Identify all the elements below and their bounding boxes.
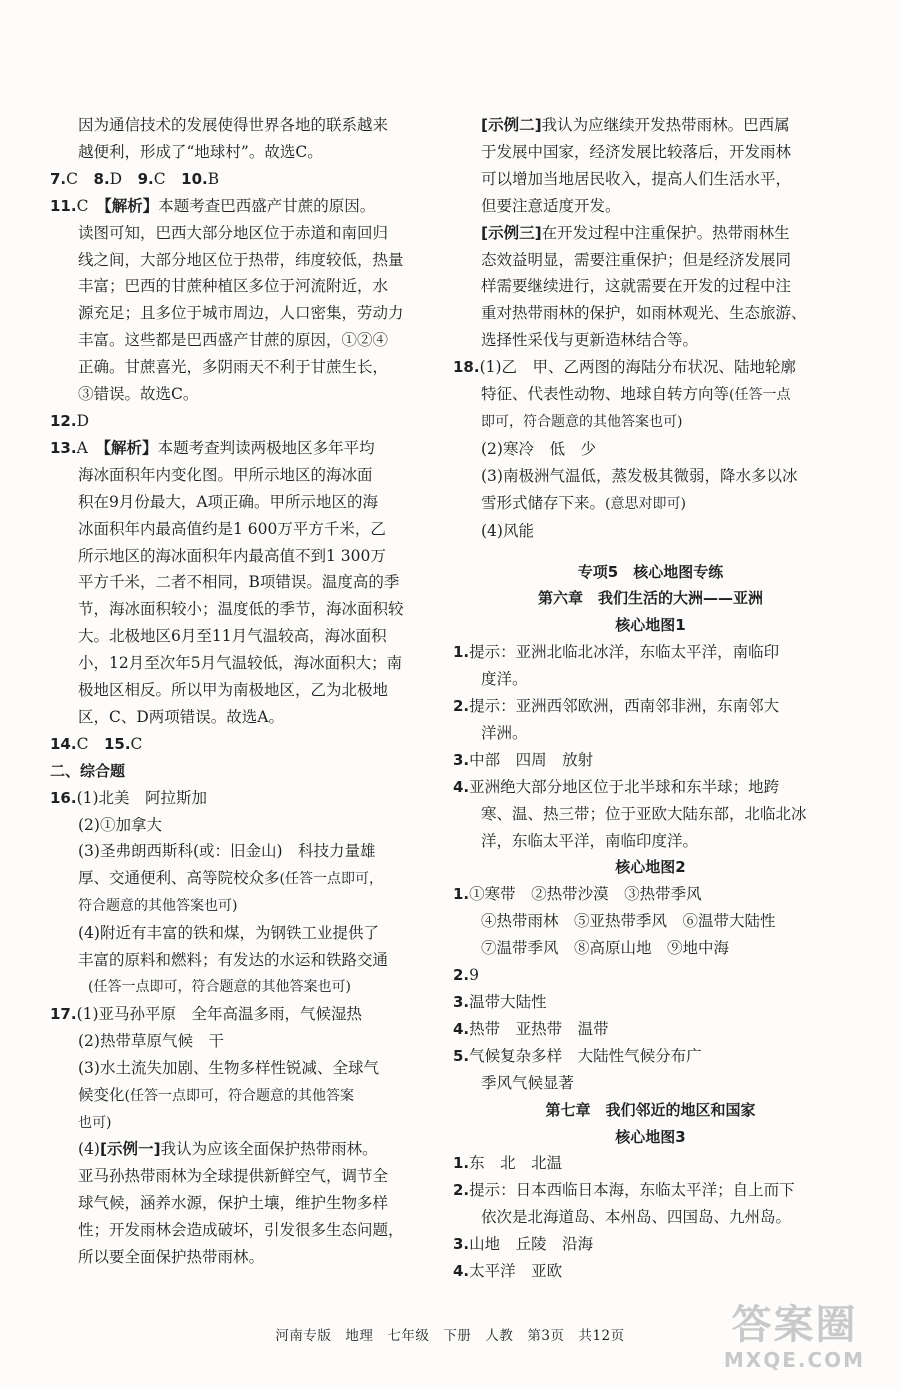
question-number: 1. [453,1154,470,1173]
text-line [50,1190,445,1217]
question-number: 2. [453,1181,470,1200]
text-line [453,1204,848,1231]
question-number: 15. [103,734,131,753]
text-line [50,462,445,489]
text: 平方千米，二者不相同，B项错误。温度高的季 [78,573,400,592]
text-line [453,193,848,220]
note: (任答一点即可，符合题意的其他答案 [124,1087,354,1104]
text-line [453,273,848,300]
answer-line [453,747,848,774]
answer-line [453,639,848,666]
text-line [453,490,848,518]
question-number: 18. [453,358,480,377]
right-column [453,112,848,1285]
text: 极地区相反。所以甲为南极地区，乙为北极地 [78,681,389,700]
note: (任答一点即可， [279,871,383,888]
text: 山地 丘陵 沿海 [469,1235,594,1254]
answer: A [76,438,88,457]
question-number: 5. [453,1046,470,1065]
text: (4)附近有丰富的铁和煤，为钢铁工业提供了 [78,924,379,943]
text: 重对热带雨林的保护，如雨林观光、生态旅游、 [481,304,807,323]
text-line [50,1082,445,1110]
text-line [453,112,848,139]
left-column [50,112,445,1271]
text: 9 [469,966,480,985]
text-line [50,947,445,974]
answer-line [453,693,848,720]
answer: C [66,169,79,188]
text-line [453,908,848,935]
text-line [50,327,445,354]
text-line [50,516,445,543]
question-number: 4. [453,1019,470,1038]
text: ⑦温带季风 ⑧高原山地 ⑨地中海 [481,939,730,958]
text: 亚马孙热带雨林为全球提供新鲜空气，调节全 [78,1167,389,1186]
text: 依次是北海道岛、本州岛、四国岛、九州岛。 [481,1208,792,1227]
answer-line [453,1150,848,1177]
answer-line [453,774,848,801]
text: 候变化 [78,1085,125,1104]
example-label: [示例三] [481,223,542,242]
text-line [453,166,848,193]
question-number: 2. [453,697,470,716]
spacer [453,545,848,559]
text-line [50,650,445,677]
answer-line [453,989,848,1016]
text: (2)①加拿大 [78,815,162,834]
answer-line-13 [50,435,445,462]
text-line [50,381,445,408]
subsection-heading [453,612,848,639]
text: 洋洲。 [481,723,528,742]
text: 第七章 我们邻近的地区和国家 [545,1100,756,1119]
text-line [50,139,445,166]
text: 选择性采伐与更新造林结合等。 [481,331,699,350]
question-number: 1. [453,643,470,662]
text-line [50,543,445,570]
answer-line-12 [50,408,445,435]
text: 海冰面积年内变化图。甲所示地区的海冰面 [78,465,373,484]
text: (2)寒冷 低 少 [481,439,596,458]
question-number: 16. [50,788,77,807]
text-line [453,463,848,490]
answer: B [207,169,220,188]
answer-line [453,1231,848,1258]
answer-line-18 [453,354,848,381]
text-line [50,623,445,650]
text: 丰富的原料和燃料；有发达的水运和铁路交通 [78,951,389,970]
subsection-heading [453,854,848,881]
text-line [453,436,848,463]
text: 冰面积年内最高值约是1 600万平方千米，乙 [78,519,386,538]
text: 亚洲绝大部分地区位于北半球和东半球；地跨 [469,777,780,796]
text: (2)热带草原气候 干 [78,1031,224,1050]
answer-line-17 [50,1001,445,1028]
answer-line-14-15 [50,731,445,758]
subsection-heading [453,1124,848,1151]
text: 核心地图3 [615,1127,686,1146]
question-number: 2. [453,966,470,985]
watermark-url: MXQE.COM [723,1348,866,1372]
answer: C [153,169,166,188]
answer: D [76,411,90,430]
question-number: 10. [181,169,208,188]
text-line [50,677,445,704]
answer-line-7-10 [50,166,445,193]
text: 可以增加当地居民收入，提高人们生活水平， [481,169,792,188]
text-line [50,1110,445,1137]
text: (4)风能 [481,521,534,540]
text: (1)亚马孙平原 全年高温多雨，气候湿热 [76,1004,363,1023]
answer-line [453,1258,848,1285]
answer-line-16 [50,785,445,812]
answer: C [76,734,89,753]
question-number: 13. [50,438,77,457]
text: (1)乙 甲、乙两图的海陆分布状况、陆地轮廓 [479,358,797,377]
text: 我认为应该全面保护热带雨林。 [160,1140,378,1159]
text: 丰富。这些都是巴西盛产甘蔗的原因，①②④ [78,331,389,350]
text: 第六章 我们生活的大洲——亚洲 [537,589,763,608]
text: 提示：亚洲西邻欧洲，西南邻非洲，东南邻大 [469,697,780,716]
text: 源充足；且多位于城市周边，人口密集，劳动力 [78,304,404,323]
question-number: 7. [50,169,67,188]
text: 气候复杂多样 大陆性气候分布广 [469,1046,702,1065]
section-heading [453,559,848,586]
text: 寒、温、热三带；位于亚欧大陆东部，北临北冰 [481,804,807,823]
question-number: 3. [453,1235,470,1254]
question-number: 3. [453,750,470,769]
note: (任答一点 [729,387,791,404]
answer-line [453,1043,848,1070]
text-line [453,300,848,327]
text-line [50,354,445,381]
text-line [453,801,848,828]
chapter-heading [453,585,848,612]
text: 度洋。 [481,670,528,689]
example-label: [示例二] [481,116,542,134]
text: (1)北美 阿拉斯加 [76,788,208,807]
text: 节，海冰面积较小；温度低的季节，海冰面积较 [78,600,404,619]
text-line [453,247,848,274]
text: 提示：亚洲北临北冰洋，东临太平洋，南临印 [469,643,780,662]
answer-line [453,962,848,989]
question-number: 11. [50,196,77,215]
note: (意思对即可) [605,495,686,512]
text: 线之间，大部分地区位于热带，纬度较低，热量 [78,250,404,269]
text: 在开发过程中注重保护。热带雨林生 [541,223,790,242]
text-line [50,920,445,947]
text-line [50,112,445,139]
text: 丰富；巴西的甘蔗种植区多位于河流附近，水 [78,277,389,296]
text: 温带大陆性 [469,993,547,1011]
text: 太平洋 亚欧 [469,1262,563,1281]
text: 正确。甘蔗喜光，多阴雨天不利于甘蔗生长， [78,358,389,377]
text-line [453,381,848,409]
text: 东 北 北温 [469,1154,563,1173]
text-line [50,1028,445,1055]
question-number: 12. [50,411,77,430]
answer-line [453,881,848,908]
text: 专项5 核心地图专练 [577,562,724,581]
note: 符合题意的其他答案也可) [78,898,238,915]
text: 特征、代表性动物、地球自转方向等 [481,385,730,404]
analysis-label: 【解析】 [103,196,159,215]
text: 球气候，涵养水源，保护土壤，维护生物多样 [78,1194,389,1213]
text: 因为通信技术的发展使得世界各地的联系越来 [78,116,389,134]
text: 核心地图2 [615,858,686,877]
text: (3)圣弗朗西斯科(或：旧金山) 科技力量雄 [78,842,376,861]
text-line [453,220,848,247]
text-line [50,893,445,920]
text: ③错误。故选C。 [78,385,199,404]
text: 读图可知，巴西大部分地区位于赤道和南回归 [78,223,389,242]
text-line [50,1163,445,1190]
analysis-label: 【解析】 [103,438,158,457]
text: ④热带雨林 ⑤亚热带季风 ⑥温带大陆性 [481,912,776,931]
note: (任答一点即可，符合题意的其他答案也可) [88,979,351,995]
text-line [50,865,445,893]
text: 态效益明显，需要注重保护；但是经济发展同 [481,250,792,269]
text: 大。北极地区6月至11月气温较高，海冰面积 [78,627,387,646]
text-line [50,838,445,865]
question-number: 9. [137,169,154,188]
text: (3)南极洲气温低，蒸发极其微弱，降水多以冰 [481,466,798,485]
question-number: 17. [50,1004,77,1023]
text: (3)水土流失加剧、生物多样性锐减、全球气 [78,1058,379,1077]
text-line [50,247,445,274]
text-line [50,1136,445,1163]
text: 样需要继续进行，这就需要在开发的过程中注 [481,277,792,296]
text: 本题考查巴西盛产甘蔗的原因。 [158,196,376,215]
text-line [453,409,848,436]
text: ①寒带 ②热带沙漠 ③热带季风 [469,885,702,904]
question-number: 14. [50,734,77,753]
text-line [453,1070,848,1097]
text: 热带 亚热带 温带 [469,1019,609,1038]
text-line [50,812,445,839]
text-line [50,489,445,516]
text-line [50,300,445,327]
text-line [50,596,445,623]
question-number: 1. [453,885,470,904]
text-line [50,220,445,247]
text-line [50,1244,445,1271]
text: (4) [78,1140,100,1159]
answer: C [130,734,143,753]
watermark [707,1302,882,1382]
text: 中部 四周 放射 [469,750,594,769]
answer-line-11 [50,193,445,220]
text: 积在9月份最大，A项正确。甲所示地区的海 [78,492,379,511]
text-line [453,666,848,693]
text: 洋，东临太平洋，南临印度洋。 [481,831,699,850]
text: 雪形式储存下来。 [481,493,606,512]
text: 厚、交通便利、高等院校众多 [78,869,280,888]
text-line [453,935,848,962]
text-line [453,828,848,855]
text: 二、综合题 [50,761,126,780]
text-line [50,1217,445,1244]
answer: C [76,196,89,215]
text-line [50,974,445,1001]
question-number: 8. [93,169,110,188]
answer-line [453,1016,848,1043]
text-line [50,569,445,596]
text: 性；开发雨林会造成破坏，引发很多生态问题， [78,1221,404,1240]
text: 区，C、D两项错误。故选A。 [78,707,284,726]
example-label: [示例一] [99,1140,161,1159]
text: 于发展中国家，经济发展比较落后，开发雨林 [481,142,792,161]
question-number: 4. [453,777,470,796]
answer: D [109,169,123,188]
page-footer: 河南专版 地理 七年级 下册 人教 第3页 共12页 [275,1328,625,1344]
question-number: 4. [453,1262,470,1281]
text-line [453,139,848,166]
text-line [453,720,848,747]
note: 即可，符合题意的其他答案也可) [481,413,683,430]
text-line [50,273,445,300]
text: 季风气候显著 [481,1073,575,1092]
text-line [453,518,848,545]
watermark-logo-text: 答案圈 [731,1302,858,1348]
note: 也可) [78,1114,112,1131]
text-line [50,1055,445,1082]
text-line [453,327,848,354]
text: 我认为应继续开发热带雨林。巴西属 [541,116,790,134]
text-line [50,704,445,731]
text: 但要注意适度开发。 [481,196,621,215]
text: 小，12月至次年5月气温较低，海冰面积大；南 [78,654,403,673]
text: 所示地区的海冰面积年内最高值不到1 300万 [78,546,386,565]
chapter-heading [453,1097,848,1124]
text: 越便利，形成了“地球村”。故选C。 [78,142,323,161]
question-number: 3. [453,993,470,1011]
text: 所以要全面保护热带雨林。 [78,1248,265,1267]
answer-line [453,1177,848,1204]
text: 核心地图1 [615,616,686,635]
text: 提示：日本西临日本海，东临太平洋；自上而下 [469,1181,795,1200]
section-heading [50,758,445,785]
text: 本题考查判读两极地区多年平均 [157,438,375,457]
